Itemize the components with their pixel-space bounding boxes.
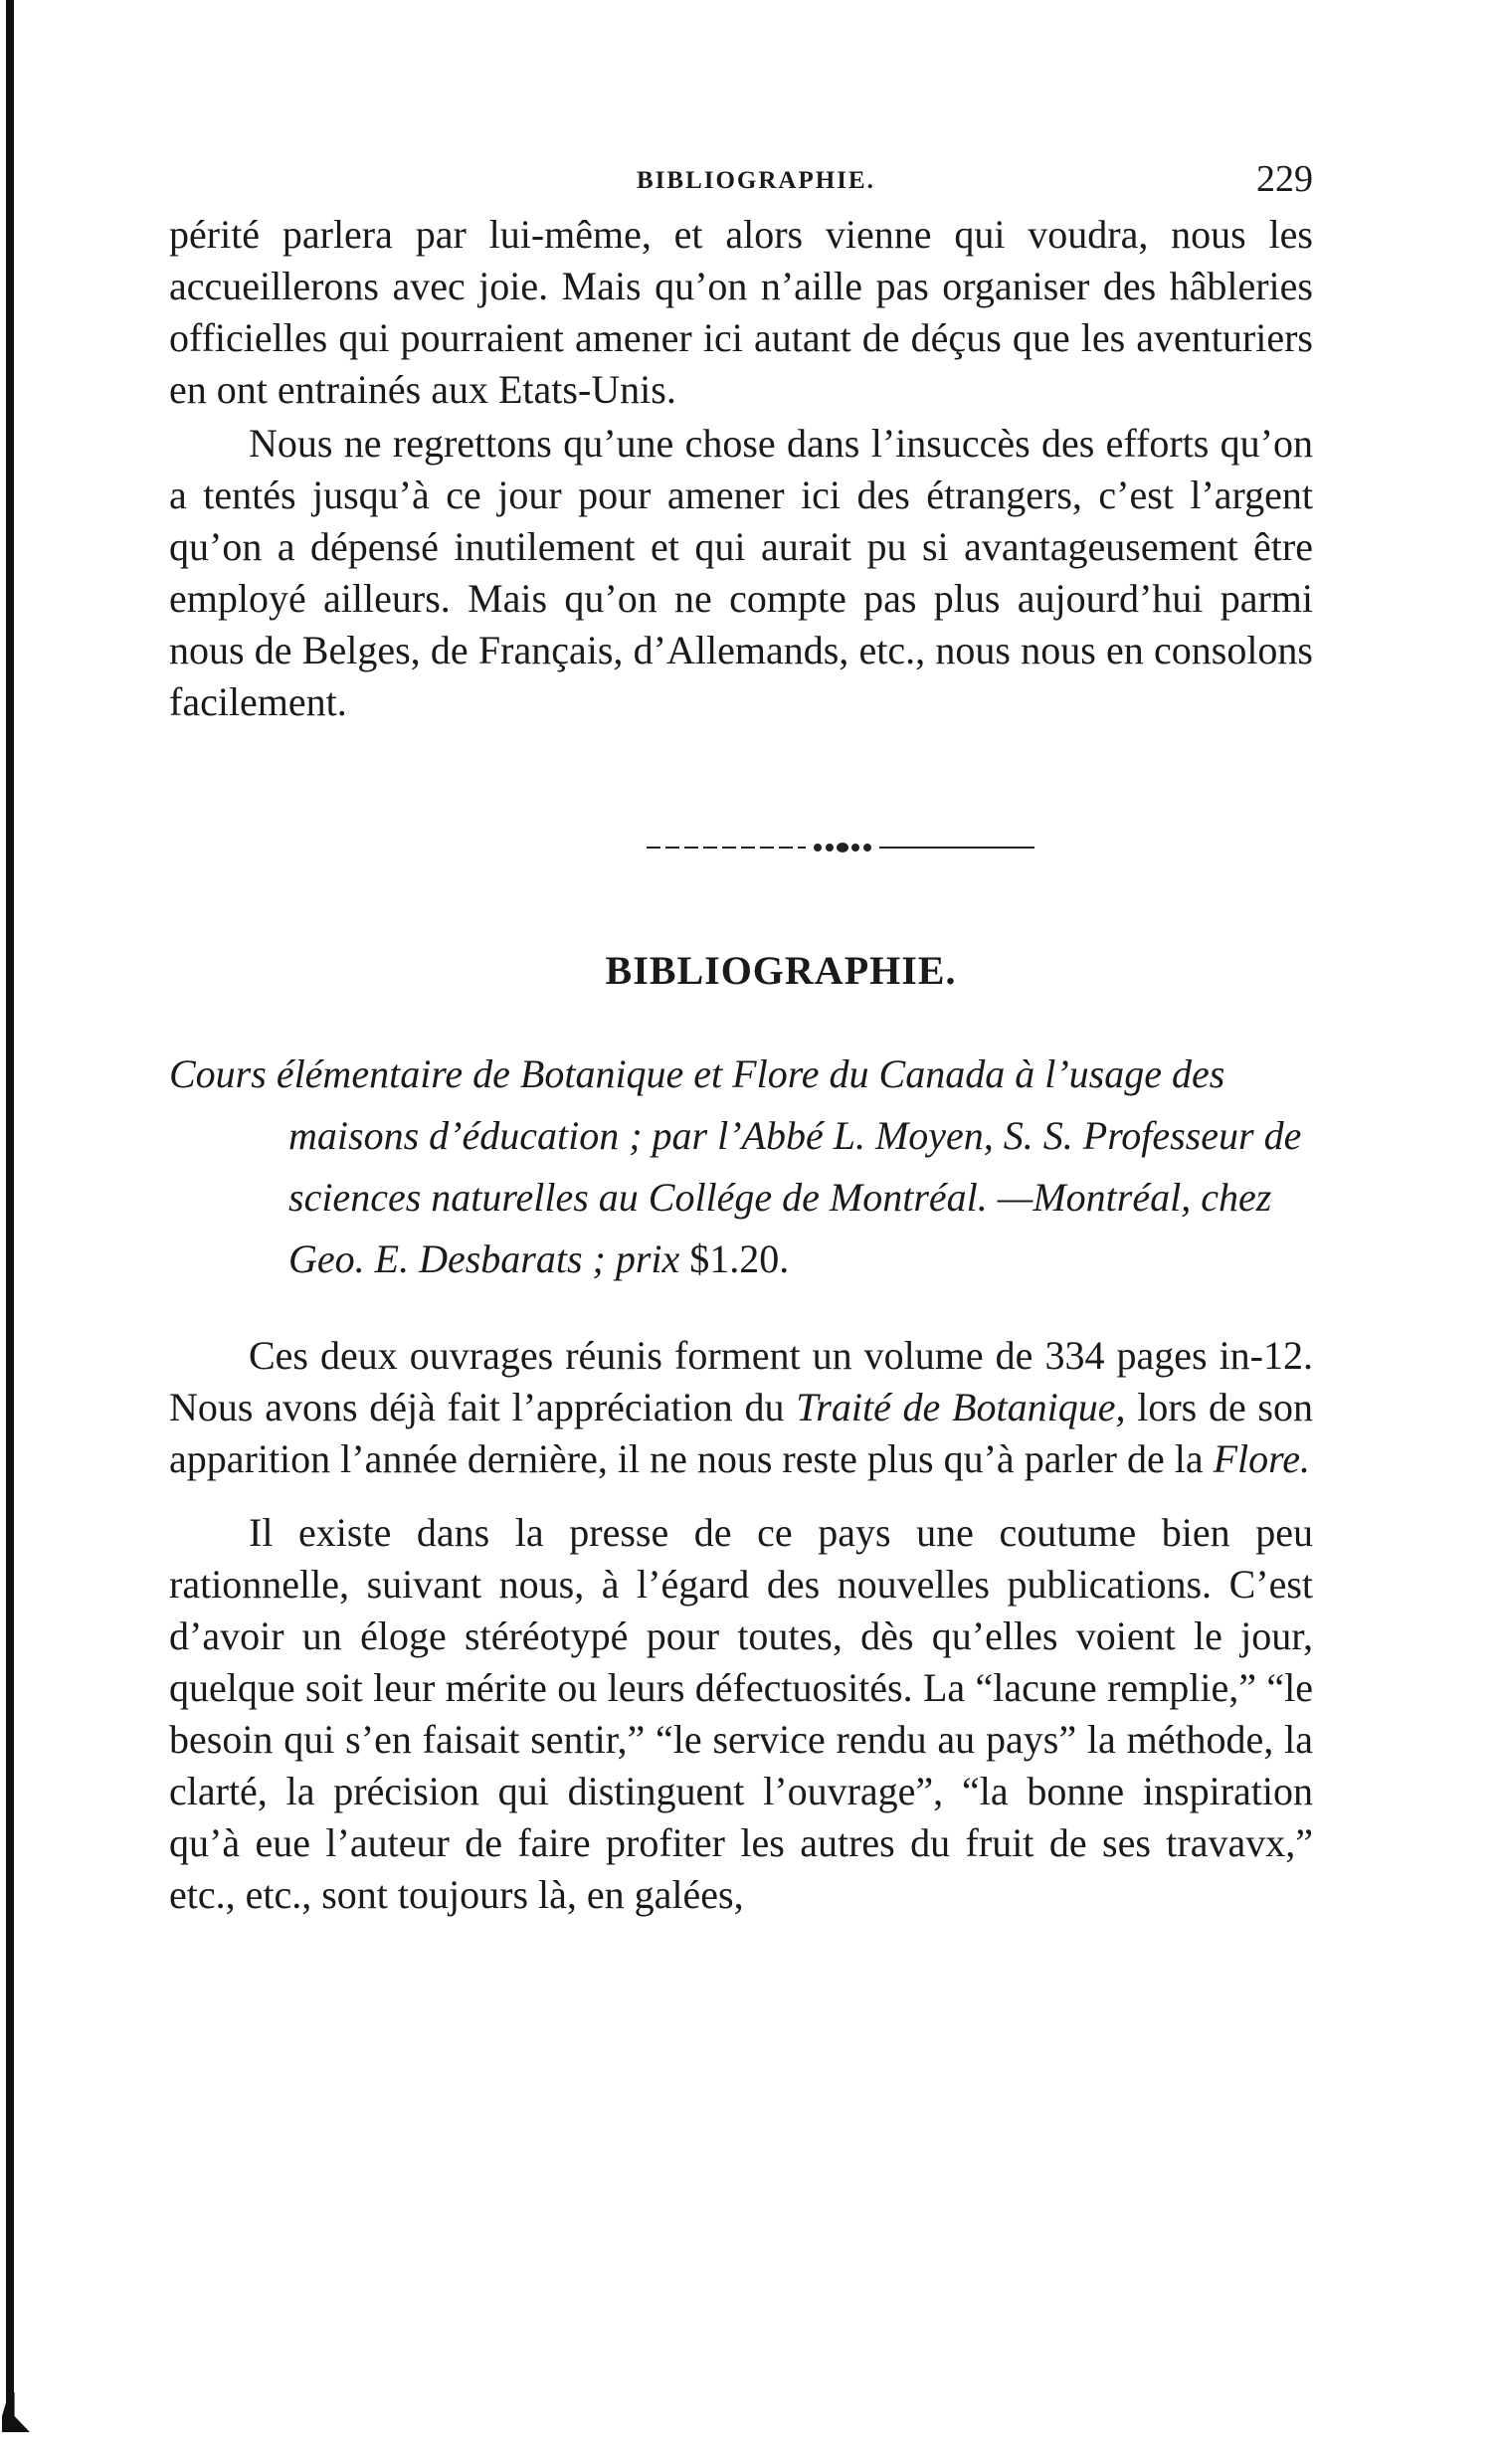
review-body: [169, 1330, 1313, 1921]
citation-text: Cours élémentaire de Botanique et Flore du Canada à l’usage des maisons d’éducation ; par l’Abbé L. Moyen, S. S. Professeur de sciences naturelles au Collége de Montréal. —Montréal, chez Geo. E. Desbarats ; prix: [169, 1051, 1302, 1281]
running-title: BIBLIOGRAPHIE.: [637, 167, 875, 194]
text-run: lors de son apparition l’année dernière, il ne nous reste plus qu’à parler de la: [169, 1385, 1313, 1481]
citation-price: $1.20.: [689, 1236, 790, 1281]
italic-title: Traité de Botanique,: [796, 1385, 1126, 1429]
paragraph-continued: périté parlera par lui-même, et alors vienne qui voudra, nous les accueillerons avec joie. Mais qu’on n’aille pas organiser des hâbleries officielles qui pourraient amener ici autant de déçus que les aventuriers en ont entrainés aux Etats-Unis.: [169, 212, 1313, 412]
section-title: BIBLIOGRAPHIE.: [605, 948, 957, 993]
paragraph: [169, 1330, 1313, 1485]
paragraph: Il existe dans la presse de ce pays une coutume bien peu rationnelle, suivant nous, à l’égard des nouvelles publications. C’est d’avoir un éloge stéréotypé pour toutes, dès qu’elles voient le jour, quelque soit leur mérite ou leurs défectuosités. La “lacune remplie,” “le besoin qui s’en faisait sentir,” “le service rendu au pays” la méthode, la clarté, la précision qui distinguent l’ouvrage”, “la bonne inspiration qu’à eue l’auteur de faire profiter les autres du fruit de ses travavx,” etc., etc., sont toujours là, en galées,: [169, 1510, 1313, 1917]
text-run: Ces deux ouvrages réunis forment un volume de 334 pages in-12. Nous avons déjà fait l’appréciation du: [169, 1333, 1313, 1429]
ornament-rule-icon: [647, 838, 1034, 857]
page-number: 229: [1256, 158, 1313, 200]
running-head: [169, 149, 1313, 209]
paragraph: Nous ne regrettons qu’une chose dans l’insuccès des efforts qu’on a tentés jusqu’à ce jour pour amener ici des étrangers, c’est l’argent qu’on a dépensé inutilement et qui aurait pu si avantageusement être employé ailleurs. Mais qu’on ne compte pas plus aujourd’hui parmi nous de Belges, de Français, d’Allemands, etc., nous nous en consolons facilement.: [169, 421, 1313, 724]
binding-edge: [6, 0, 14, 2427]
page: [169, 149, 1313, 1921]
ornament-divider: [647, 838, 1034, 857]
italic-title: Flore.: [1213, 1436, 1310, 1481]
bibliographic-citation: [169, 1043, 1313, 1290]
